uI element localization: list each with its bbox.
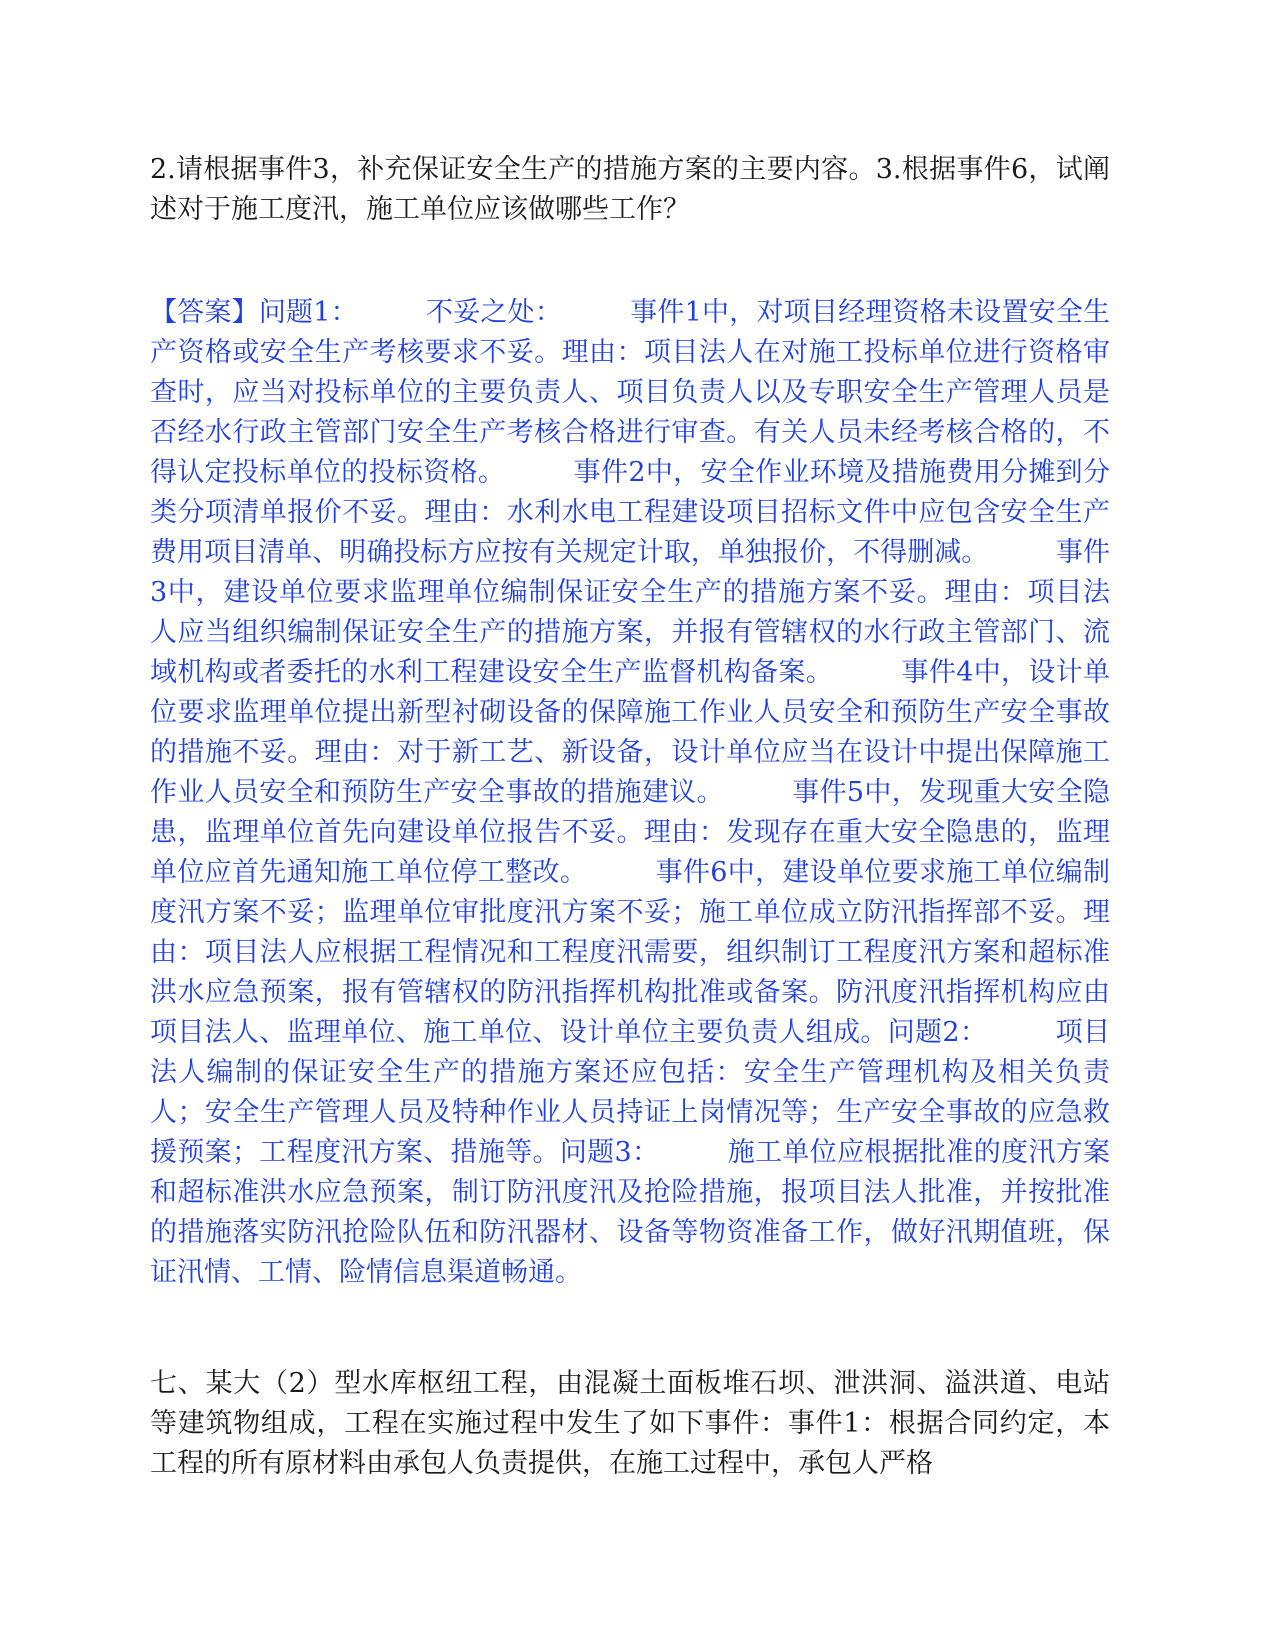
- question-paragraph: 2.请根据事件3，补充保证安全生产的措施方案的主要内容。3.根据事件6，试阐述对于施工度汛，施工单位应该做哪些工作？: [150, 154, 1110, 225]
- next-question-paragraph: 七、某大（2）型水库枢纽工程，由混凝土面板堆石坝、泄洪洞、溢洪道、电站等建筑物组成，工程在实施过程中发生了如下事件：事件1：根据合同约定，本工程的所有原材料由承包人负责提供，在施工过程中，承包人严格: [150, 1368, 1110, 1479]
- answer-paragraph: 【答案】问题1： 不妥之处： 事件1中，对项目经理资格未设置安全生产资格或安全生产考核要求不妥。理由：项目法人在对施工投标单位进行资格审查时，应当对投标单位的主要负责人、项目负责人以及专职安全生产管理人员是否经水行政主管部门安全生产考核合格进行审查。有关人员未经考核合格的，不得认定投标单位的投标资格。 事件2中，安全作业环境及措施费用分摊到分类分项清单报价不妥。理由：水利水电工程建设项目招标文件中应包含安全生产费用项目清单、明确投标方应按有关规定计取，单独报价，不得删减。 事件3中，建设单位要求监理单位编制保证安全生产的措施方案不妥。理由：项目法人应当组织编制保证安全生产的措施方案，并报有管辖权的水行政主管部门、流域机构或者委托的水利工程建设安全生产监督机构备案。 事件4中，设计单位要求监理单位提出新型衬砌设备的保障施工作业人员安全和预防生产安全事故的措施不妥。理由：对于新工艺、新设备，设计单位应当在设计中提出保障施工作业人员安全和预防生产安全事故的措施建议。 事件5中，发现重大安全隐患，监理单位首先向建设单位报告不妥。理由：发现存在重大安全隐患的，监理单位应首先通知施工单位停工整改。 事件6中，建设单位要求施工单位编制度汛方案不妥；监理单位审批度汛方案不妥；施工单位成立防汛指挥部不妥。理由：项目法人应根据工程情况和工程度汛需要，组织制订工程度汛方案和超标准洪水应急预案，报有管辖权的防汛指挥机构批准或备案。防汛度汛指挥机构应由项目法人、监理单位、施工单位、设计单位主要负责人组成。问题2： 项目法人编制的保证安全生产的措施方案还应包括：安全生产管理机构及相关负责人；安全生产管理人员及特种作业人员持证上岗情况等；生产安全事故的应急救援预案；工程度汛方案、措施等。问题3： 施工单位应根据批准的度汛方案和超标准洪水应急预案，制订防汛度汛及抢险措施，报项目法人批准，并按批准的措施落实防汛抢险队伍和防汛器材、设备等物资准备工作，做好汛期值班，保证汛情、工情、险情信息渠道畅通。: [150, 297, 1110, 1288]
